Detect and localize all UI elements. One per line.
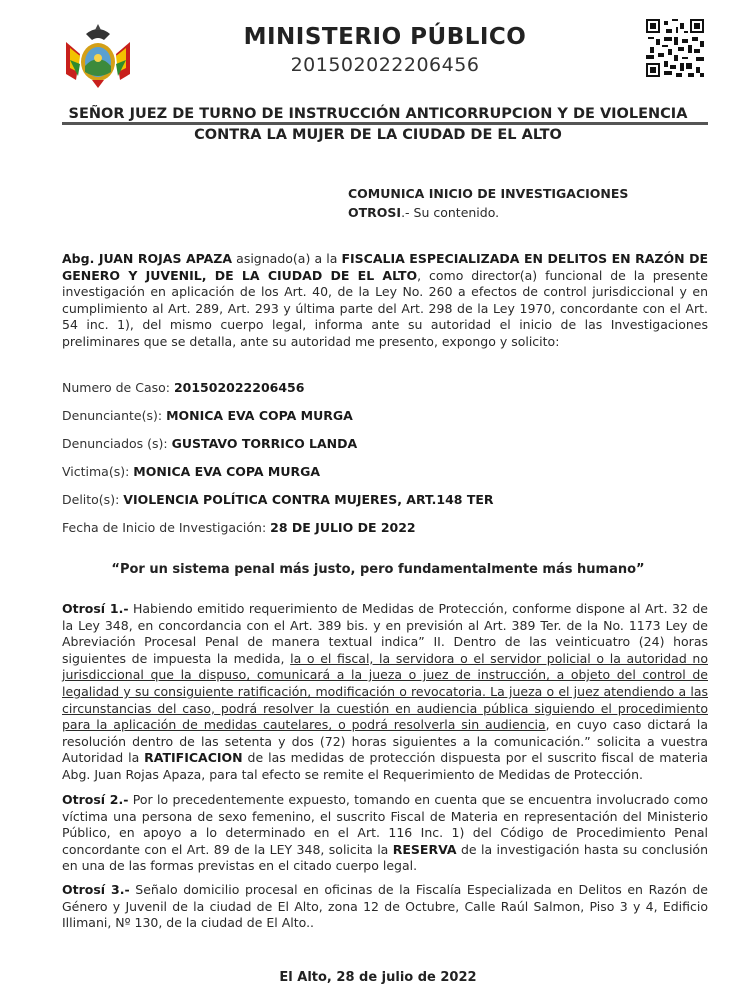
intro-paragraph: [62, 251, 708, 351]
otrosi-1-label: Otrosí 1.-: [62, 601, 129, 616]
office-name: FISCALIA ESPECIALIZADA EN DELITOS EN RAZÓN DE GENERO Y JUVENIL, DE LA CIUDAD DE EL ALTO: [62, 251, 708, 283]
field-value: 28 DE JULIO DE 2022: [270, 520, 416, 535]
field-value: 201502022206456: [173, 380, 305, 395]
field-label: Fecha de Inicio de Investigación:: [62, 520, 271, 535]
addressee-line-1: SEÑOR JUEZ DE TURNO DE INSTRUCCIÓN ANTICORRUPCION Y DE VIOLENCIA: [68, 106, 688, 122]
reserva-keyword: RESERVA: [392, 841, 457, 857]
otrosi-text: .- Su contenido.: [401, 205, 500, 220]
field-value: MONICA EVA COPA MURGA: [133, 464, 321, 479]
otrosi-1-paragraph: [62, 601, 708, 784]
addressee-line-2: CONTRA LA MUJER DE LA CIUDAD DE EL ALTO: [194, 127, 562, 143]
header-title: MINISTERIO PÚBLICO: [243, 24, 527, 50]
otrosi-1-text-3: de las medidas de protección dispuesta por el suscrito fiscal de materia Abg. Juan Rojas Apaza, para tal efecto se remite el Requerimiento de Medidas de Protección.: [62, 750, 708, 782]
addressee: [40, 104, 716, 146]
otrosi-1-quoted-text: la o el fiscal, la servidora o el servidor policial o la autoridad no jurisdiccional que la dispuso, comunicará a la jueza o juez de instrucción, a objeto del control de legalidad y su consiguiente ratificación, modificación o revocatoria. La jueza o el juez atendiendo a las circunstancias del caso, podrá resolver la cuestión en audiencia pública siguiendo el procedimiento para la aplicación de medidas cautelares, o podrá resolverla sin audiencia: [62, 650, 708, 733]
header-case-number: 201502022206456: [290, 54, 480, 76]
otrosi-3-label: Otrosí 3.-: [62, 882, 130, 897]
field-label: Victima(s):: [62, 464, 134, 479]
field-start-date: [62, 520, 416, 535]
ratificacion-keyword: RATIFICACION: [144, 750, 243, 766]
field-label: Numero de Caso:: [62, 380, 174, 395]
subject-block: [348, 184, 628, 222]
intro-text-assigned: asignado(a) a la: [232, 251, 342, 266]
field-label: Denunciados (s):: [62, 436, 172, 451]
otrosi-1-text: Habiendo emitido requerimiento de Medidas de Protección, conforme dispone al Art. 32 de la Ley 348, en concordancia con el Art. 389 bis. y en previsión al Art. 389 Ter. de la No. 1173 Ley de Abreviación Procesal Penal de manera textual indica” II. Dentro de las veinticuatro (24) horas siguientes de impuesta la medida,: [62, 601, 708, 666]
intro-body: , como director(a) funcional de la presente investigación en aplicación de los Art. 40, de la Ley No. 260 a efectos de control jurisdiccional y en cumplimiento al Art. 289, Art. 293 y última parte del Art. 298 de la Ley 1970, concordante con el Art. 54 inc. 1), del mismo cuerpo legal, informa ante su autoridad el inicio de las Investigaciones preliminares que se detalla, ante su autoridad me presento, expongo y solicito:: [62, 267, 708, 349]
prosecutor-name: Abg. JUAN ROJAS APAZA: [62, 251, 233, 266]
field-victim: [62, 464, 320, 479]
field-label: Delito(s):: [62, 492, 124, 507]
field-label: Denunciante(s):: [62, 408, 167, 423]
otrosi-2-label: Otrosí 2.-: [62, 792, 129, 807]
otrosi-1-text-2: , en cuyo caso dictará la resolución dentro de las setenta y dos (72) horas siguientes a la comunicación.” solicita a vuestra Autoridad la: [62, 717, 708, 766]
field-case-number: [62, 380, 304, 395]
field-accused: [62, 436, 357, 451]
otrosi-2-text-2: de la investigación hasta su conclusión en una de las formas previstas en el citado cuerpo legal.: [62, 841, 708, 874]
field-value: MONICA EVA COPA MURGA: [166, 408, 353, 423]
field-crime: [62, 492, 494, 507]
field-complainant: [62, 408, 353, 423]
otrosi-3-paragraph: [62, 882, 708, 932]
subject-title: COMUNICA INICIO DE INVESTIGACIONES: [348, 186, 629, 201]
field-value: GUSTAVO TORRICO LANDA: [171, 436, 358, 451]
otrosi-3-text: Señalo domicilio procesal en oficinas de la Fiscalía Especializada en Delitos en Razón de Género y Juvenil de la ciudad de El Alto, zona 12 de Octubre, Calle Raúl Salmon, Piso 3 y 4, Edificio Illimani, Nº 130, de la ciudad de El Alto..: [62, 882, 708, 931]
otrosi-2-text: Por lo precedentemente expuesto, tomando en cuenta que se encuentra involucrado como víctima una persona de sexo femenino, el suscrito Fiscal de Materia en representación del Ministerio Público, en apoyo a lo determinado en el Art. 116 Inc. 1) del Código de Procedimiento Penal concordante con el Art. 89 de la LEY 348, solicita la: [62, 792, 708, 857]
qr-code-icon: [646, 17, 704, 79]
otrosi-2-paragraph: [62, 792, 708, 875]
closing-place-date: El Alto, 28 de julio de 2022: [279, 970, 477, 985]
field-value: VIOLENCIA POLÍTICA CONTRA MUJERES, ART.148 TER: [123, 492, 494, 507]
otrosi-label: OTROSI: [348, 205, 402, 220]
motto: “Por un sistema penal más justo, pero fundamentalmente más humano”: [111, 562, 645, 577]
